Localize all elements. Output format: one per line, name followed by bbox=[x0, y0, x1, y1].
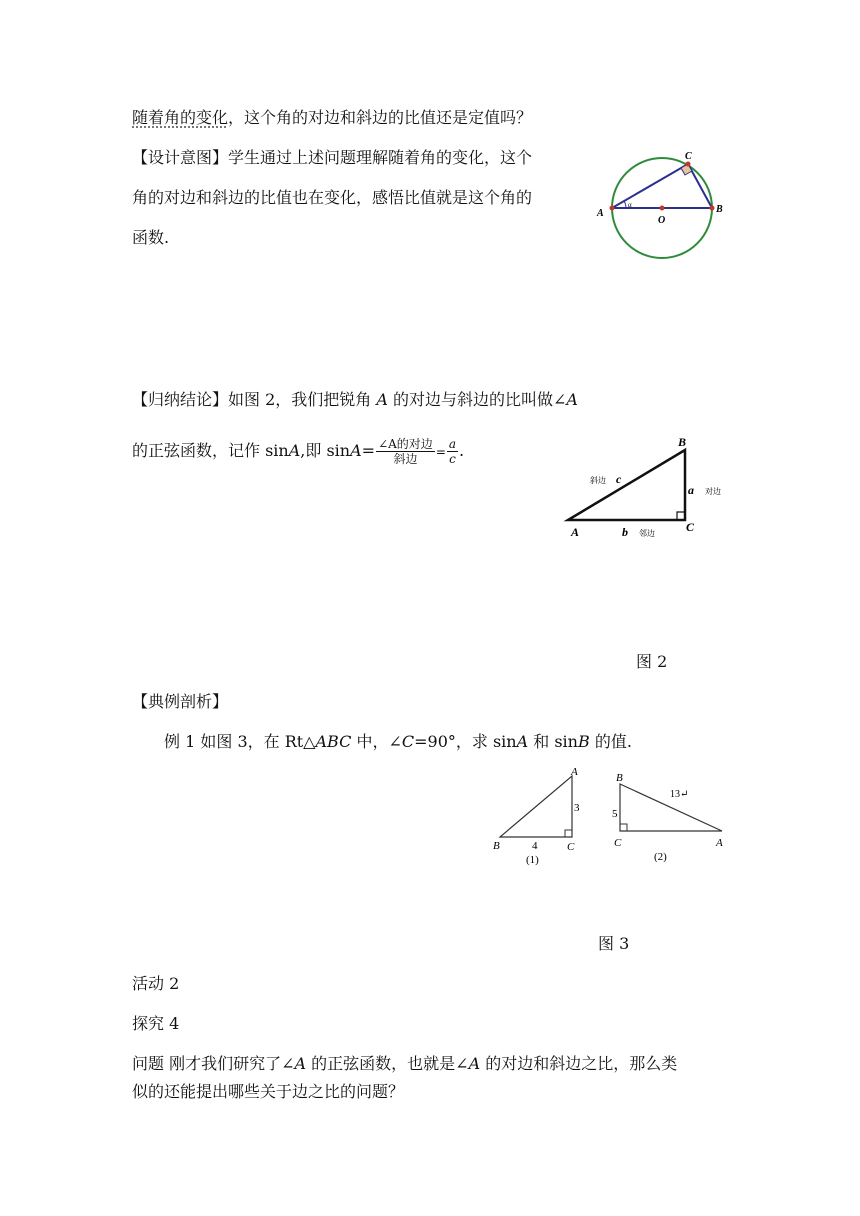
label-B: B bbox=[716, 204, 723, 215]
t1-side-4: 4 bbox=[532, 840, 538, 852]
example-text-a: 例 1 如图 3，在 Rt△ bbox=[164, 732, 316, 751]
t1-label-C: C bbox=[567, 841, 575, 853]
point-O bbox=[660, 206, 665, 211]
label-O: O bbox=[658, 215, 666, 226]
var-A: A bbox=[516, 732, 529, 751]
label-alpha: α bbox=[628, 201, 632, 209]
equals-sign: = bbox=[361, 441, 376, 460]
label-adjacent: 邻边 bbox=[639, 529, 655, 538]
var-A: A bbox=[468, 1054, 481, 1073]
var-ABC: ABC bbox=[315, 732, 352, 751]
t2-side-5: 5 bbox=[612, 808, 618, 820]
t2-label-C: C bbox=[614, 837, 622, 849]
period: . bbox=[459, 441, 465, 460]
conclusion-text-c: 的正弦函数，记作 sin bbox=[132, 441, 289, 460]
figure-2-triangle bbox=[560, 430, 740, 542]
fraction-opp-over-hyp bbox=[376, 437, 435, 466]
t1-tag: (1) bbox=[526, 854, 539, 866]
conclusion-text-d: ,即 sin bbox=[300, 441, 351, 460]
triangle-1 bbox=[500, 776, 572, 837]
conclusion-text-b: 的对边与斜边的比叫做∠ bbox=[387, 390, 567, 409]
t2-side-13: 13↵ bbox=[670, 789, 689, 800]
var-A: A bbox=[288, 441, 301, 460]
question-line-2: 似的还能提出哪些关于边之比的问题？ bbox=[132, 1082, 405, 1101]
label-C: C bbox=[685, 151, 692, 162]
fraction-numerator: ∠A的对边 bbox=[378, 437, 433, 451]
var-A: A bbox=[376, 390, 388, 409]
design-intent-line-2: 角的对边和斜边的比值也在变化，感悟比值就是这个角的 bbox=[132, 188, 533, 207]
right-angle-mark-1 bbox=[565, 830, 572, 837]
point-A bbox=[610, 206, 615, 211]
fraction-denominator: c bbox=[449, 452, 456, 466]
question-text-b: 的正弦函数，也就是∠ bbox=[306, 1054, 469, 1073]
point-C bbox=[686, 162, 691, 167]
example-text-d: 和 sin bbox=[528, 732, 578, 751]
example-text-c: =90°，求 sin bbox=[414, 732, 517, 751]
example-1-question bbox=[164, 732, 632, 752]
label-c: c bbox=[616, 472, 622, 486]
intro-rest: ，这个角的对边和斜边的比值还是定值吗？ bbox=[228, 108, 533, 127]
var-A: A bbox=[294, 1054, 307, 1073]
explore-title: 探究 4 bbox=[132, 1014, 180, 1033]
chord-AC bbox=[612, 164, 688, 208]
label-a: a bbox=[688, 483, 694, 497]
right-angle-mark-2 bbox=[620, 824, 627, 831]
figure-3-triangles bbox=[488, 764, 738, 874]
fraction-numerator: a bbox=[448, 437, 457, 451]
question-line-1 bbox=[132, 1054, 677, 1074]
question-text-c: 的对边和斜边之比，那么类 bbox=[480, 1054, 678, 1073]
equals-sign: = bbox=[435, 445, 446, 459]
example-text-b: 中，∠ bbox=[351, 732, 402, 751]
example-heading: 【典例剖析】 bbox=[132, 692, 229, 711]
t2-label-B: B bbox=[616, 772, 623, 784]
conclusion-text-a: 【归纳结论】如图 2，我们把锐角 bbox=[132, 390, 377, 409]
triangle-ABC bbox=[568, 450, 685, 520]
var-A: A bbox=[350, 441, 362, 460]
angle-arc bbox=[624, 201, 626, 208]
t1-label-B: B bbox=[493, 840, 500, 852]
var-C: C bbox=[401, 732, 415, 751]
fraction-a-over-c bbox=[447, 437, 458, 466]
label-B: B bbox=[678, 435, 687, 449]
var-B: B bbox=[577, 732, 590, 751]
conclusion-line-2 bbox=[132, 434, 464, 468]
t1-side-3: 3 bbox=[574, 802, 580, 814]
label-b: b bbox=[622, 525, 628, 539]
question-text-a: 问题 刚才我们研究了∠ bbox=[132, 1054, 295, 1073]
t1-label-A: A bbox=[571, 766, 578, 778]
intro-question bbox=[132, 108, 532, 128]
figure-1-circle bbox=[592, 148, 736, 264]
label-hypotenuse: 斜边 bbox=[590, 476, 606, 485]
figure-2-caption: 图 2 bbox=[636, 652, 668, 671]
var-A: A bbox=[566, 390, 578, 409]
label-A: A bbox=[571, 525, 580, 539]
design-intent-line-3: 函数. bbox=[132, 228, 170, 247]
fraction-denominator: 斜边 bbox=[393, 452, 418, 466]
t2-tag: (2) bbox=[654, 851, 667, 863]
t2-label-A: A bbox=[716, 837, 723, 849]
label-A: A bbox=[597, 208, 604, 219]
conclusion-line-1 bbox=[132, 390, 578, 410]
label-C: C bbox=[686, 520, 695, 534]
design-intent-line-1: 【设计意图】学生通过上述问题理解随着角的变化，这个 bbox=[132, 148, 533, 167]
intro-dotted-phrase: 随着角的变化 bbox=[132, 108, 229, 127]
label-opposite: 对边 bbox=[705, 487, 721, 496]
point-B bbox=[710, 206, 715, 211]
example-text-e: 的值. bbox=[589, 732, 632, 751]
figure-3-caption: 图 3 bbox=[598, 934, 630, 953]
activity-title: 活动 2 bbox=[132, 974, 180, 993]
